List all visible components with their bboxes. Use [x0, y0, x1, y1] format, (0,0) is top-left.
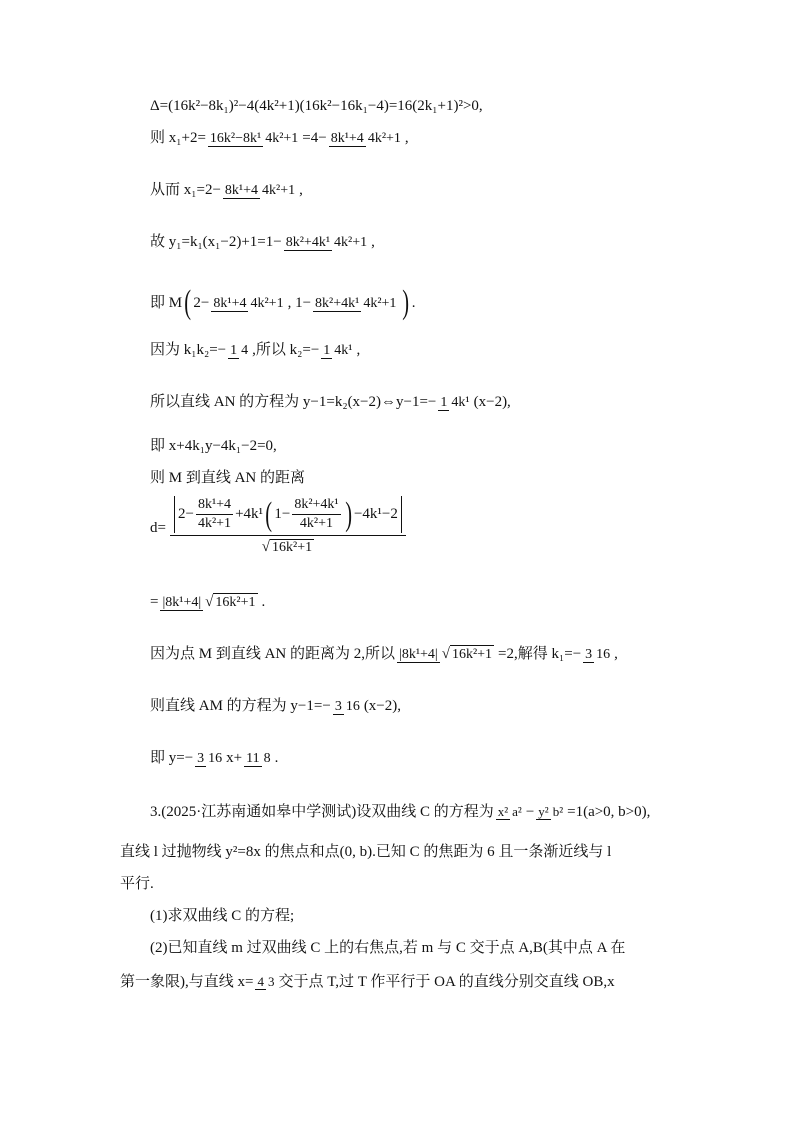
right-paren: ) — [344, 495, 352, 533]
fraction: 3 16 — [334, 699, 360, 714]
left-paren: ( — [184, 284, 192, 321]
sqrt: √ 16k²+1 — [205, 594, 256, 610]
distance-numerator — [170, 496, 406, 536]
d-label: d= — [150, 520, 166, 536]
final-line: 即 y=− 3 16 x+ 11 8 . — [150, 750, 279, 766]
absolute-value: 2− $\frac{\text{8k¹+4}}{\text{4k²+1}}$ +4k¹ ( 1− $\frac{\text{8k²+4k¹}}{\text{4k²+1}}$ ) −4k¹−2 — [174, 496, 402, 533]
fraction: 3 16 — [197, 751, 223, 766]
x1-line: 则 x₁+2= 16k²−8k¹ 4k²+1 =4− 8k¹+4 4k²+1 , — [150, 130, 409, 146]
M-line: 即 M ( 2− 8k¹+4 4k²+1 , 1− 8k²+4k¹ 4k²+1 ) . — [150, 284, 416, 321]
sqrt: √ 16k²+1 — [261, 539, 313, 555]
solution-line: 因为点 M 到直线 AN 的距离为 2,所以 |8k¹+4| √ 16k²+1 =2,解得 k₁=− 3 16 , — [150, 646, 618, 662]
fraction: |8k¹+4| √ 16k²+1 — [162, 594, 256, 610]
fraction: |8k¹+4| √ 16k²+1 — [399, 646, 493, 662]
fraction: $\frac{\text{8k¹+4}}{\text{4k²+1}}$ — [197, 497, 232, 531]
distance-title: 则 M 到直线 AN 的距离 — [150, 470, 306, 486]
fraction: 3 16 — [585, 647, 611, 662]
sqrt: √ 16k²+1 — [441, 646, 493, 662]
k-line: 因为 k₁k₂=− 1 4 ,所以 k₂=− 1 4k¹ , — [150, 342, 361, 358]
fraction: 1 4k¹ — [323, 343, 353, 358]
problem-line3: 平行. — [120, 876, 154, 892]
fraction: 8k¹+4 4k²+1 — [330, 131, 401, 146]
question-2-line1: (2)已知直线 m 过双曲线 C 上的右焦点,若 m 与 C 交于点 A,B(其中点 A 在 — [150, 940, 626, 956]
fraction: 8k¹+4 4k²+1 — [224, 183, 296, 198]
delta-line: Δ=(16k²−8k₁)²−4(4k²+1)(16k²−16k₁−4)=16(2k₁+1)²>0, — [150, 98, 483, 114]
AM-line: 则直线 AM 的方程为 y−1=− 3 16 (x−2), — [150, 698, 402, 714]
fraction: y² b² — [538, 804, 564, 819]
left-paren: ( — [265, 495, 273, 533]
AN-line: 所以直线 AN 的方程为 y−1=k₂(x−2)⇔y−1=− 1 4k¹ (x−2), — [150, 394, 511, 410]
fraction: 1 4 — [230, 343, 249, 358]
question-1: (1)求双曲线 C 的方程; — [150, 908, 295, 924]
fraction: x² a² — [497, 804, 522, 819]
AN-eq-line: 即 x+4k₁y−4k₁−2=0, — [150, 438, 277, 454]
fraction: 8k²+4k¹ 4k²+1 — [285, 235, 368, 250]
fraction: 11 8 — [246, 751, 271, 766]
eq2-line: = |8k¹+4| √ 16k²+1 . — [150, 594, 266, 610]
problem-line2: 直线 l 过抛物线 y²=8x 的焦点和点(0, b).已知 C 的焦距为 6 且一条渐近线与 l — [120, 844, 612, 860]
fraction: 16k²−8k¹ 4k²+1 — [209, 131, 299, 146]
fraction: 1 4k¹ — [440, 395, 470, 410]
fraction: $\frac{\text{8k²+4k¹}}{\text{4k²+1}}$ — [294, 497, 339, 531]
fraction: 8k²+4k¹ 4k²+1 — [315, 296, 397, 311]
problem-intro: 3.(2025·江苏南通如皋中学测试)设双曲线 C 的方程为 x² a² − y² b² =1(a>0, b>0), — [150, 804, 651, 820]
x1b-line: 从而 x₁=2− 8k¹+4 4k²+1 , — [150, 182, 303, 198]
right-paren: ) — [402, 284, 410, 321]
fraction: 8k¹+4 4k²+1 — [213, 296, 284, 311]
distance-fraction — [170, 496, 406, 556]
fraction: 4 3 — [257, 974, 275, 989]
question-2-line2: 第一象限),与直线 x= 4 3 交于点 T,过 T 作平行于 OA 的直线分别交直线 OB,x — [120, 974, 615, 990]
y1-line: 故 y₁=k₁(x₁−2)+1=1− 8k²+4k¹ 4k²+1 , — [150, 234, 375, 250]
distance-denominator — [262, 536, 314, 556]
